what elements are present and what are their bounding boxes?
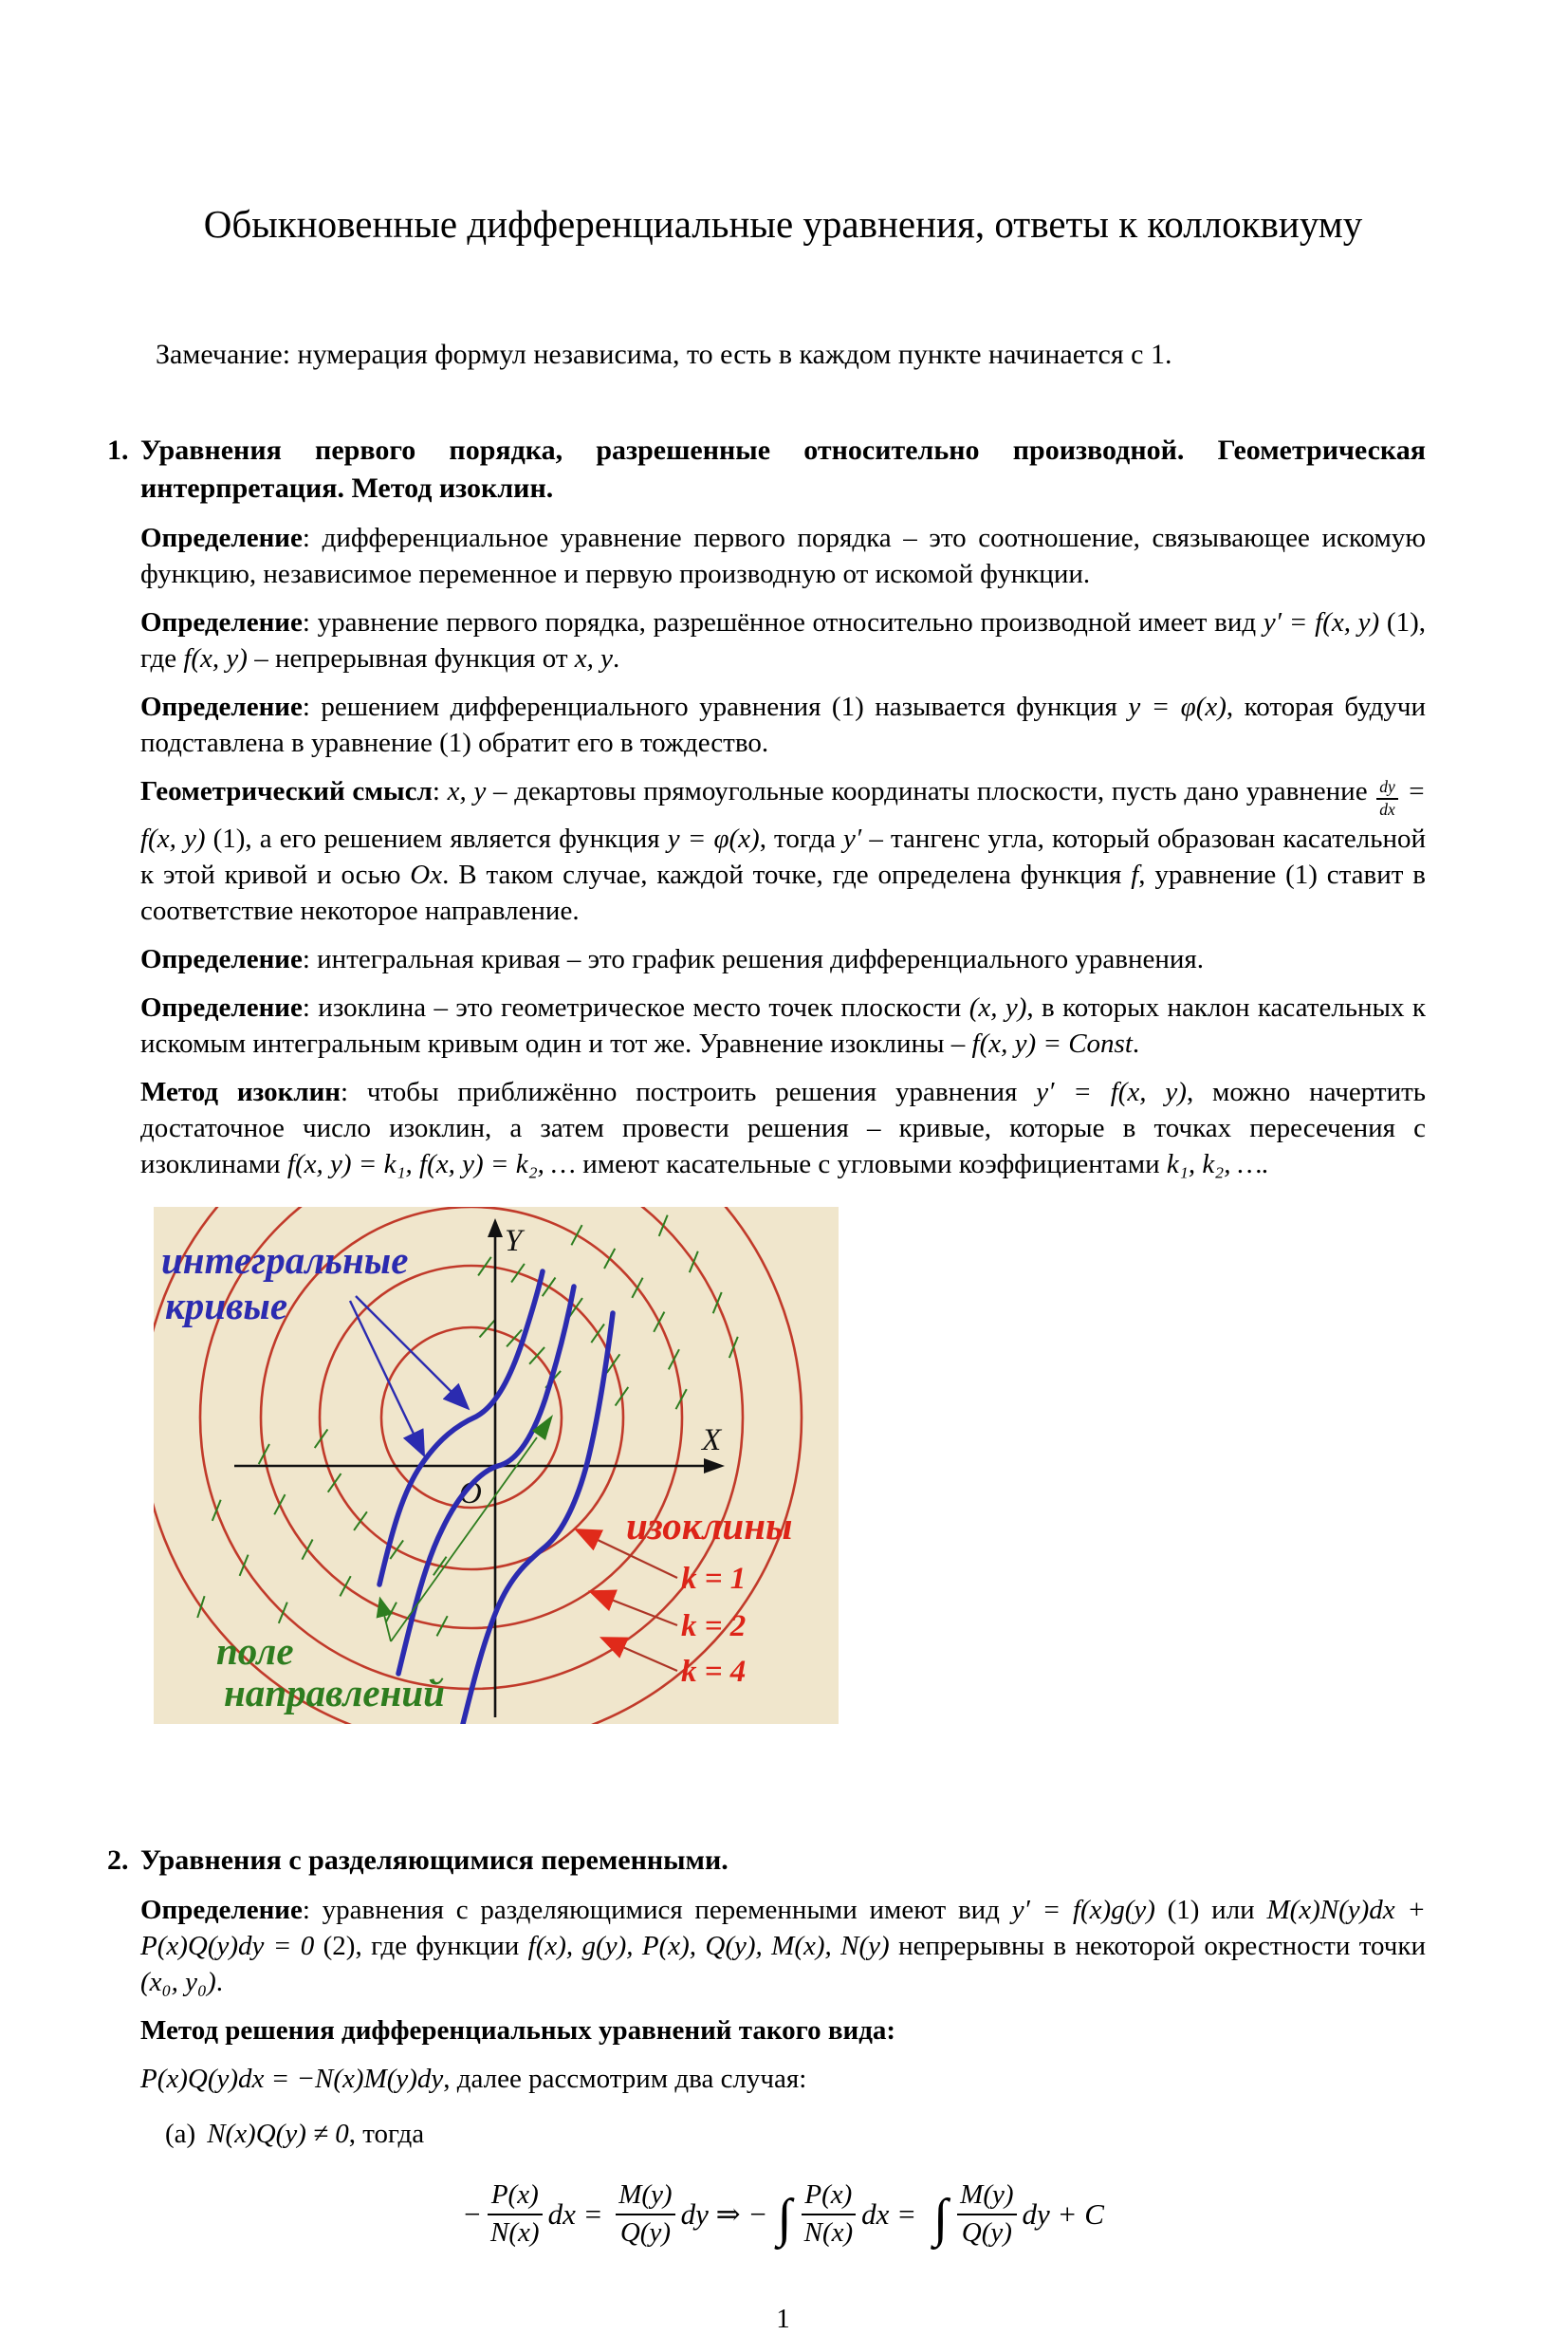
- x-axis-label: X: [702, 1422, 722, 1457]
- isoclines-diagram: [154, 1207, 839, 1724]
- k1-label: k = 1: [681, 1561, 747, 1596]
- section-2-title: Уравнения с разделяющимися переменными.: [140, 1844, 729, 1876]
- case-a-text: N(x)Q(y) ≠ 0, тогда: [207, 2118, 425, 2149]
- section-2-body: [140, 1892, 1426, 2097]
- case-a-label: (a): [165, 2118, 196, 2149]
- page-number: 1: [776, 2303, 790, 2334]
- paragraph: Определение: решением дифференциального уравнения (1) называется функция y = φ(x), которая будучи подставлена в уравнение (1) обратит его в тождество.: [140, 692, 1426, 759]
- integral-curves-label-line1: интегральные: [161, 1237, 409, 1282]
- integral-curves-label-line2: кривые: [165, 1283, 288, 1327]
- separable-equation-formula: − $\frac{P(x)}{N(x)}$ dx = $\frac{M(y)}{Q(y)}$ dy ⇒ − ∫ $\frac{P(x)}{N(x)}$ dx = ∫ $\frac{M(y)}{Q(y)}$ dy + C: [140, 2169, 1426, 2260]
- origin-label: O: [459, 1475, 482, 1510]
- paragraph: Определение: уравнения с разделяющимися переменными имеют вид y′ = f(x)g(y) (1) или M(x)N(y)dx + P(x)Q(y)dy = 0 (2), где функции f(x), g(y), P(x), Q(y), M(x), N(y) непрерывны в некоторой окрестности точки (x₀, y₀).: [140, 1894, 1426, 1997]
- section-1-body: [140, 520, 1426, 1181]
- note-paragraph: Замечание: нумерация формул независима, то есть в каждом пункте начинается с 1.: [156, 339, 1172, 371]
- section-2-number: 2.: [107, 1844, 129, 1876]
- paragraph: Определение: изоклина – это геометрическое место точек плоскости (x, y), в которых наклон касательных к искомым интегральным кривым один и тот же. Уравнение изоклины – f(x, y) = Const.: [140, 991, 1426, 1059]
- section-2: [107, 1842, 1426, 2260]
- k2-label: k = 2: [681, 1608, 747, 1643]
- case-a-item: [165, 2116, 1426, 2152]
- k4-label: k = 4: [681, 1654, 747, 1689]
- fraction: $\frac{M(y)}{Q(y)}$: [955, 2177, 1018, 2251]
- direction-field-label-line2: направлений: [224, 1670, 445, 1714]
- section-1-title: Уравнения первого порядка, разрешенные относительно производной. Геометрическая интерпретация. Метод изоклин.: [140, 435, 1426, 505]
- section-1-number: 1.: [107, 435, 129, 467]
- paragraph: P(x)Q(y)dx = −N(x)M(y)dy, далее рассмотрим два случая:: [140, 2063, 807, 2094]
- paragraph: Метод изоклин: чтобы приближённо построить решения уравнения y′ = f(x, y), можно начертить достаточное число изоклин, а затем провести решения – кривые, которые в точках пересечения с изоклинами f(x, y) = k₁, f(x, y) = k₂, … имеют касательные с угловыми коэффициентами k₁, k₂, ….: [140, 1076, 1426, 1179]
- paragraph: Определение: интегральная кривая – это график решения дифференциального уравнения.: [140, 943, 1205, 974]
- paragraph: Определение: дифференциальное уравнение первого порядка – это соотношение, связывающее искомую функцию, независимое переменное и первую производную от искомой функции.: [140, 523, 1426, 590]
- paragraph: Метод решения дифференциальных уравнений такого вида:: [140, 2014, 896, 2046]
- section-1-heading: [107, 432, 1426, 508]
- fraction: $\frac{P(x)}{N(x)}$: [800, 2177, 858, 2251]
- paragraph: Геометрический смысл: x, y – декартовы прямоугольные координаты плоскости, пусть дано уравнение $\frac{dy}{dx}$ = f(x, y) (1), а его решением является функция y = φ(x), тогда y′ – тангенс угла, который образован касательной к этой кривой и осью Ox. В таком случае, каждой точке, где определена функция f, уравнение (1) ставит в соответствие некоторое направление.: [140, 776, 1426, 926]
- fraction: $\frac{dy}{dx}$: [1374, 777, 1399, 821]
- direction-field-label-line1: поле: [216, 1628, 294, 1673]
- section-2-heading: [107, 1842, 1426, 1880]
- paragraph: Определение: уравнение первого порядка, разрешённое относительно производной имеет вид y′ = f(x, y) (1), где f(x, y) – непрерывная функция от x, y.: [140, 607, 1426, 675]
- fraction: $\frac{M(y)}{Q(y)}$: [614, 2177, 676, 2251]
- fraction: $\frac{P(x)}{N(x)}$: [486, 2177, 544, 2251]
- page-title: Обыкновенные дифференциальные уравнения, ответы к коллоквиуму: [203, 202, 1363, 246]
- y-axis-label: Y: [505, 1223, 523, 1258]
- section-1: [107, 432, 1426, 1723]
- isoclines-figure: [154, 1207, 839, 1724]
- isoclines-label: изоклины: [626, 1503, 793, 1547]
